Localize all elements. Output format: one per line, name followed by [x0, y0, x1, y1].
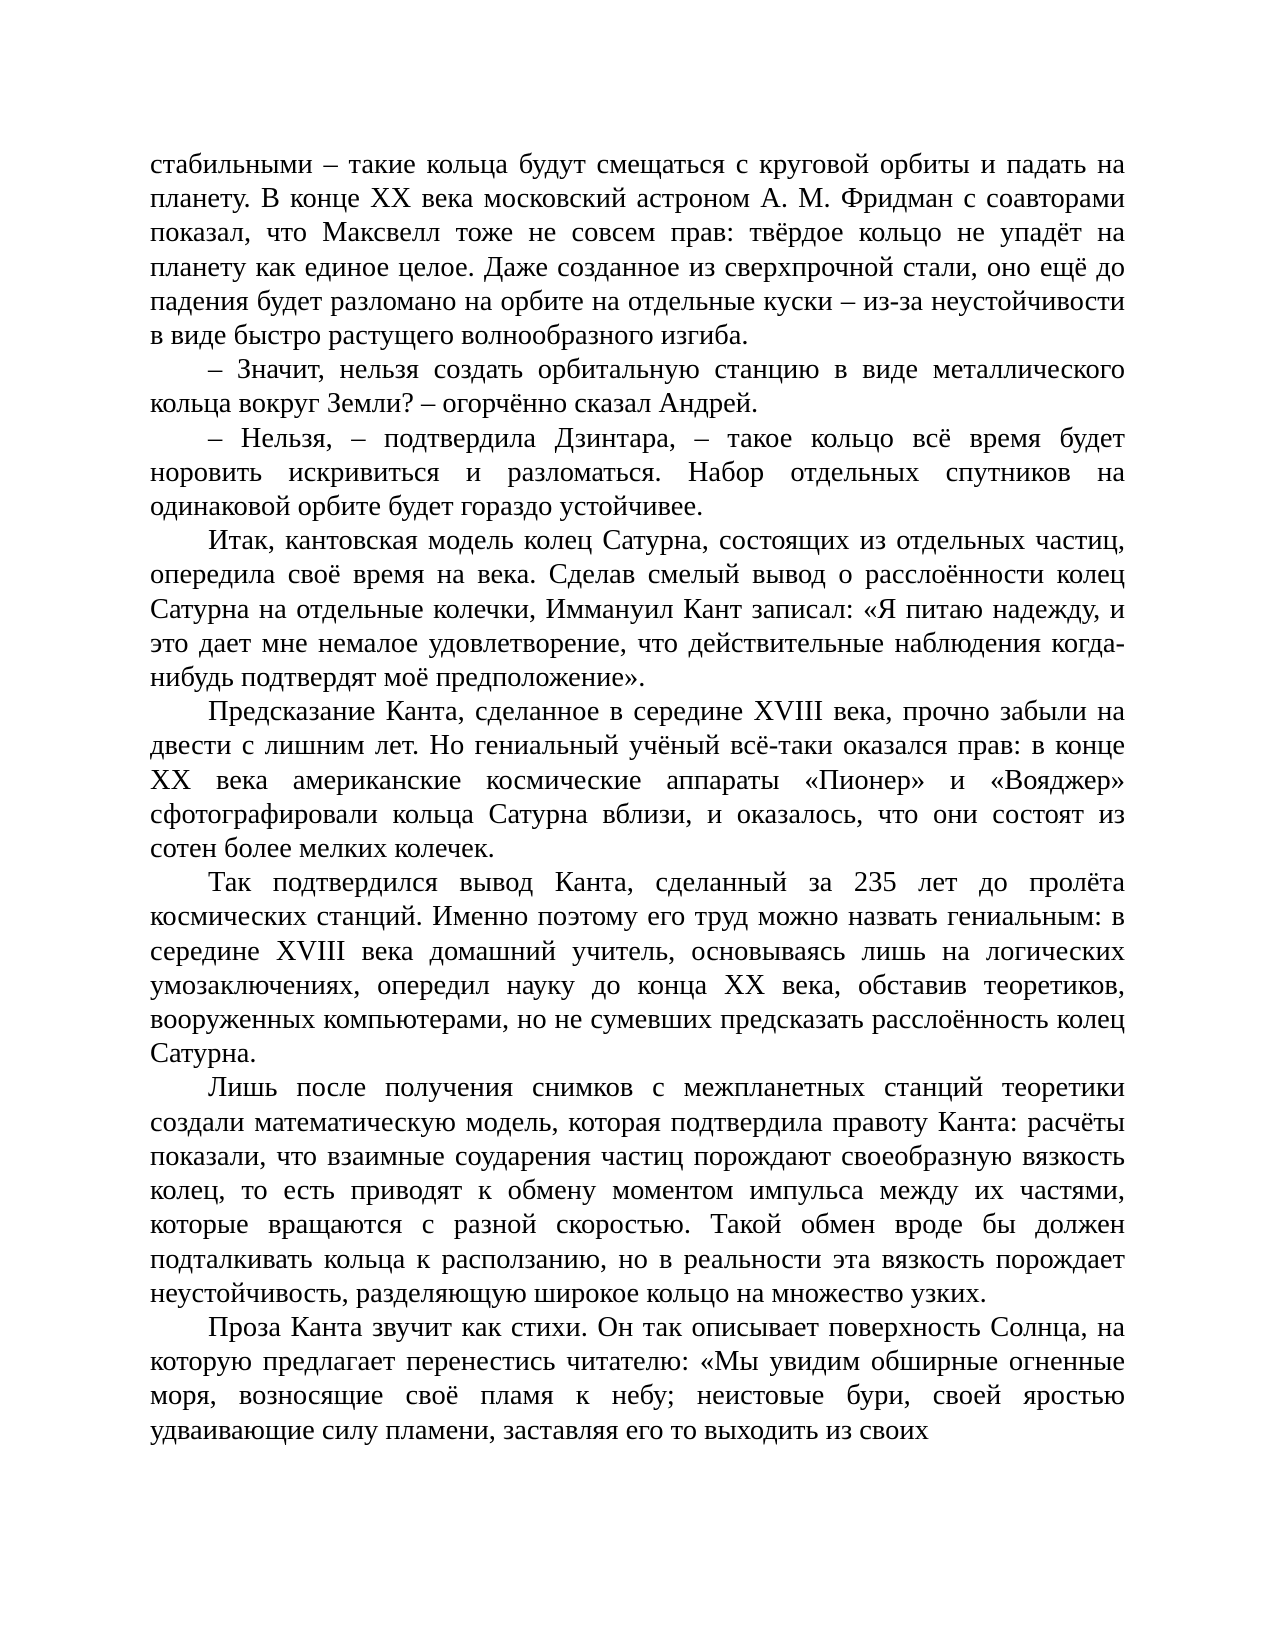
paragraph-6: Так подтвердился вывод Канта, сделанный за 235 лет до пролёта космических станций. Именно поэтому его труд можно назвать гениальным: в середине XVIII века домашний учитель, основываясь лишь на логических умозаключениях, опередил науку до конца XX века, обставив теоретиков, вооруженных компьютерами, но не сумевших предсказать расслоённость колец Сатурна.: [150, 867, 1125, 1070]
paragraph-7: Лишь после получения снимков с межпланетных станций теоретики создали математическую модель, которая подтвердила правоту Канта: расчёты показали, что взаимные соударения частиц порождают своеобразную вязкость колец, то есть приводят к обмену моментом импульса между их частями, которые вращаются с разной скоростью. Такой обмен вроде бы должен подталкивать кольца к расползанию, но в реальности эта вязкость порождает неустойчивость, разделяющую широкое кольцо на множество узких.: [150, 1072, 1125, 1309]
paragraph-8: Проза Канта звучит как стихи. Он так описывает поверхность Солнца, на которую предлагает перенестись читателю: «Мы увидим обширные огненные моря, возносящие своё пламя к небу; неистовые бури, своей яростью удваивающие силу пламени, заставляя его то выходить из своих: [150, 1311, 1125, 1446]
paragraph-5: Предсказание Канта, сделанное в середине XVIII века, прочно забыли на двести с лишним лет. Но гениальный учёный всё-таки оказался прав: в конце XX века американские космические аппараты «Пионер» и «Вояджер» сфотографировали кольца Сатурна вблизи, и оказалось, что они состоят из сотен более мелких колечек.: [150, 696, 1125, 865]
paragraph-4: Итак, кантовская модель колец Сатурна, состоящих из отдельных частиц, опередила своё время на века. Сделав смелый вывод о расслоённости колец Сатурна на отдельные колечки, Иммануил Кант записал: «Я питаю надежду, и это дает мне немалое удовлетворение, что действительные наблюдения когда-нибудь подтвердят моё предположение».: [150, 525, 1125, 694]
paragraph-3: – Нельзя, – подтвердила Дзинтара, – такое кольцо всё время будет норовить искривиться и разломаться. Набор отдельных спутников на одинаковой орбите будет гораздо устойчивее.: [150, 422, 1125, 523]
page-body: [150, 148, 1125, 1448]
paragraph-2: – Значит, нельзя создать орбитальную станцию в виде металлического кольца вокруг Земли? – огорчённо сказал Андрей.: [150, 354, 1125, 420]
paragraph-1: стабильными – такие кольца будут смещаться с круговой орбиты и падать на планету. В конце XX века московский астроном А. М. Фридман с соавторами показал, что Максвелл тоже не совсем прав: твёрдое кольцо не упадёт на планету как единое целое. Даже созданное из сверхпрочной стали, оно ещё до падения будет разломано на орбите на отдельные куски – из-за неустойчивости в виде быстро растущего волнообразного изгиба.: [150, 149, 1125, 352]
